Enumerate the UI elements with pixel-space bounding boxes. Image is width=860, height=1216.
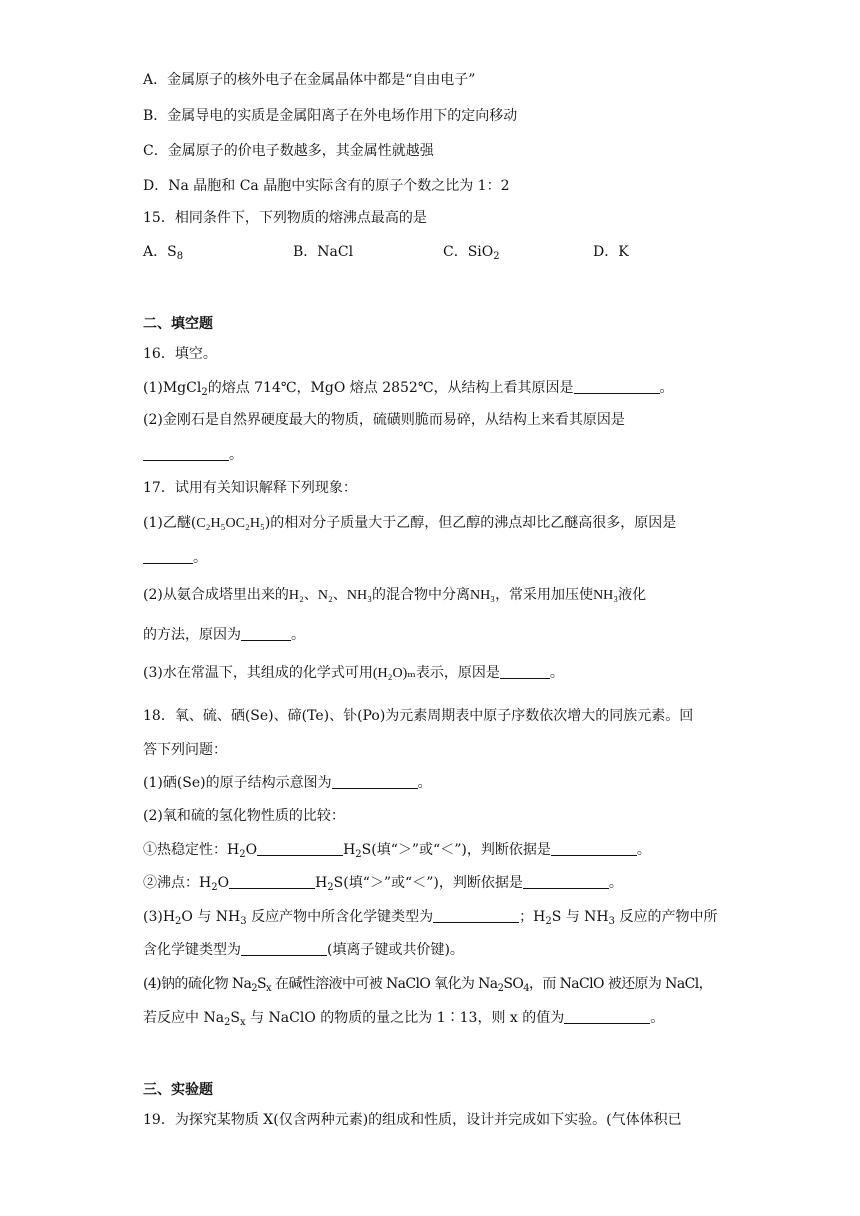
q16-part1: (1)MgCl$_2$的熔点 714℃，MgO 熔点 2852℃，从结构上看其原因是 。 xyxy=(143,380,674,398)
q14-option-a: A．金属原子的核外电子在金属晶体中都是“自由电子” xyxy=(143,72,476,88)
answer-blank[interactable] xyxy=(241,941,327,956)
q15-option-c: C．SiO$_2$ xyxy=(443,244,500,262)
q18-part4-cont: 若反应中 $Na_2S_x$ 与 NaClO 的物质的量之比为 1∶13，则 x 的值为 。 xyxy=(143,1010,665,1028)
q17-part2: (2)从氨合成塔里出来的H₂、N₂、NH₃的混合物中分离NH₃，常采用加压使NH₃液化 xyxy=(143,587,647,603)
q18-stem-line2: 答下列问题： xyxy=(143,742,227,758)
q14-option-b: B．金属导电的实质是金属阳离子在外电场作用下的定向移动 xyxy=(143,108,518,124)
q16-stem: 16．填空。 xyxy=(143,346,217,362)
q17-part1-blank-line: 。 xyxy=(143,548,760,568)
answer-blank[interactable] xyxy=(564,1009,650,1024)
q16-part2: (2)金刚石是自然界硬度最大的物质，硫磺则脆而易碎，从结构上来看其原因是 xyxy=(143,412,625,428)
answer-blank[interactable] xyxy=(143,549,193,564)
q14-option-d: D．Na 晶胞和 Ca 晶胞中实际含有的原子个数之比为 1：2 xyxy=(143,178,510,194)
q18-compare-boiling: ②沸点：$H_2O$ $H_2S$(填“＞”或“＜”)，判断依据是 。 xyxy=(143,875,623,893)
answer-blank[interactable] xyxy=(143,446,229,461)
q18-part1: (1)硒(Se)的原子结构示意图为 。 xyxy=(143,775,432,791)
answer-blank[interactable] xyxy=(241,626,291,641)
answer-blank[interactable] xyxy=(551,841,637,856)
answer-blank[interactable] xyxy=(433,908,519,923)
q18-part4: (4)钠的硫化物 $Na_2S_x$ 在碱性溶液中可被 NaClO 氧化为 $Na_2SO_4$，而 NaClO 被还原为 NaCl， xyxy=(143,976,712,994)
q17-stem: 17．试用有关知识解释下列现象： xyxy=(143,480,357,496)
q18-part3: $(3)H_2O$ 与 $NH_3$ 反应产物中所含化学键类型为 ；$H_2S$ 与 $NH_3$ 反应的产物中所 xyxy=(143,909,718,927)
q17-part1: (1)乙醚(C₂H₅OC₂H₅)的相对分子质量大于乙醇，但乙醇的沸点却比乙醚高很多，原因是 xyxy=(143,515,677,531)
q18-compare-stability: ①热稳定性：$H_2O$ $H_2S$(填“＞”或“＜”)，判断依据是 。 xyxy=(143,842,651,860)
q14-option-c: C．金属原子的价电子数越多，其金属性就越强 xyxy=(143,143,434,159)
answer-blank[interactable] xyxy=(229,874,315,889)
q16-part2-blank-line: 。 xyxy=(143,445,760,465)
answer-blank[interactable] xyxy=(332,774,418,789)
answer-blank[interactable] xyxy=(500,664,550,679)
q17-part3: (3)水在常温下，其组成的化学式可用(H₂O)ₘ表示，原因是 。 xyxy=(143,665,564,681)
section-heading-experiment: 三、实验题 xyxy=(143,1082,213,1098)
q15-option-d: D．K xyxy=(593,244,629,260)
answer-blank[interactable] xyxy=(257,841,343,856)
q17-part2-cont: 的方法，原因为 。 xyxy=(143,627,305,643)
q18-stem-line1: 18．氧、硫、硒(Se)、碲(Te)、钋(Po)为元素周期表中原子序数依次增大的同族元素。回 xyxy=(143,708,694,724)
q18-part2: (2)氧和硫的氢化物性质的比较： xyxy=(143,808,345,824)
q15-stem: 15．相同条件下，下列物质的熔沸点最高的是 xyxy=(143,210,427,226)
q18-part3-cont: 含化学键类型为 (填离子键或共价键)。 xyxy=(143,942,464,958)
q19-stem: 19．为探究某物质 X(仅含两种元素)的组成和性质，设计并完成如下实验。(气体体积已 xyxy=(143,1112,682,1128)
answer-blank[interactable] xyxy=(523,874,609,889)
section-heading-fill-in: 二、填空题 xyxy=(143,316,213,332)
q15-option-a: A．$S_8$ xyxy=(143,244,184,262)
q15-option-b: B．NaCl xyxy=(293,244,354,260)
answer-blank[interactable] xyxy=(574,379,660,394)
